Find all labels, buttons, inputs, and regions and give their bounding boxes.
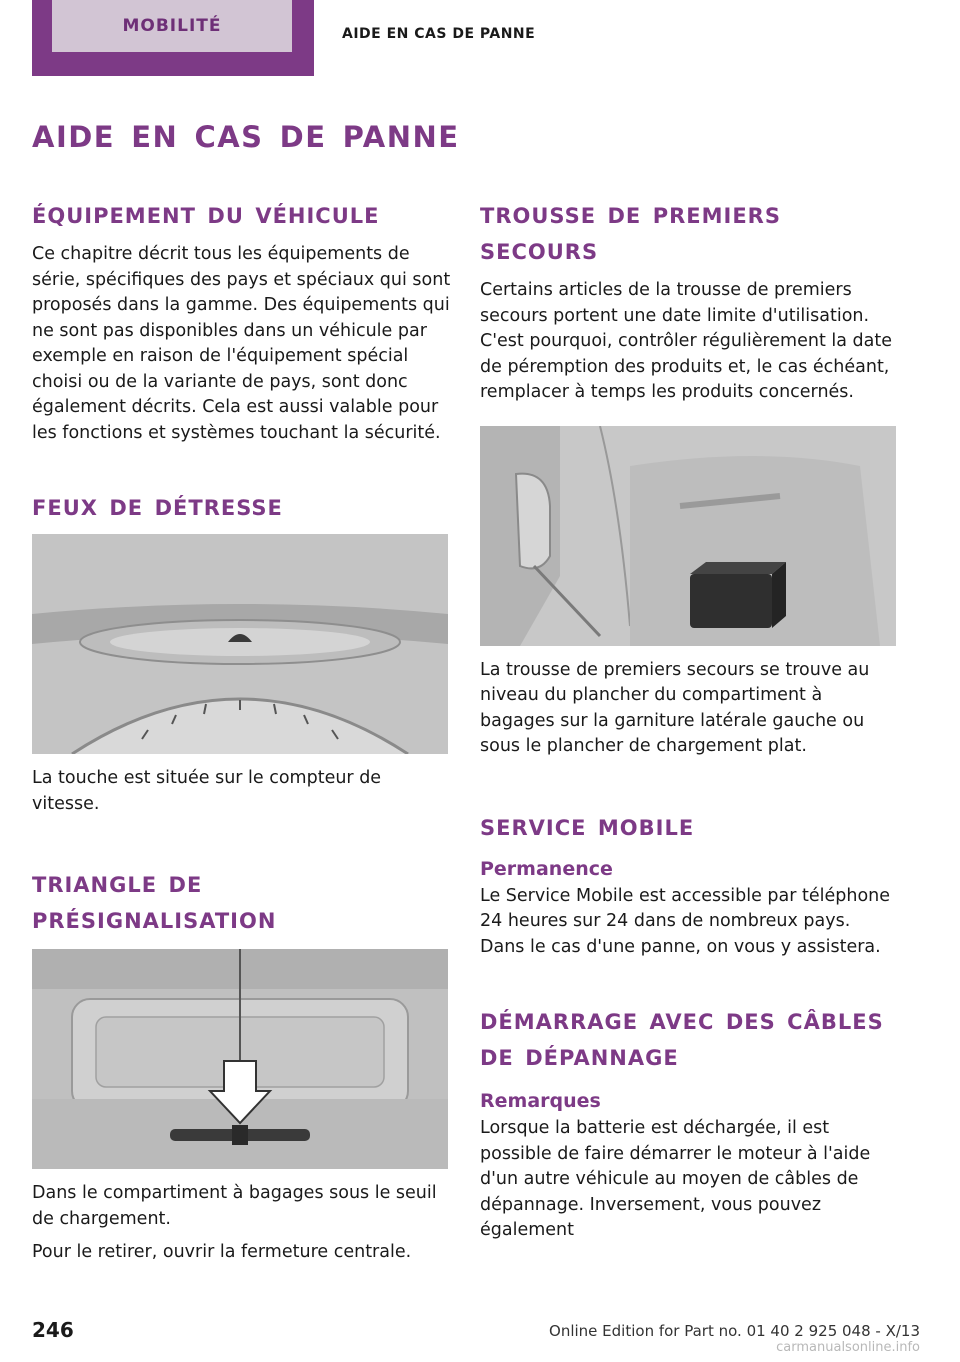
first-aid-kit-caption: La trousse de premiers secours se trouve au niveau du plancher du compartiment à bagages sur la garniture latérale gauche ou sous le plancher de chargement plat. [480,659,870,756]
page-number: 246 [32,1318,74,1342]
edition-footer: Online Edition for Part no. 01 40 2 925 048 - X/13 [549,1322,920,1340]
warning-triangle-caption: Dans le compartiment à bagages sous le seuil de chargement. [32,1183,437,1229]
permanence-subheading: Permanence [480,857,613,880]
mobile-service-heading: service mobile [480,807,695,843]
warning-triangle-heading: triangle de présignalisation [32,865,277,936]
mobile-service-text: Le Service Mobile est accessible par téléphone 24 heures sur 24 dans de nombreux pays. Dans le cas d'une panne, on vous y assistera. [480,885,891,957]
trunk-illustration [32,949,448,1169]
jump-start-text: Lorsque la batterie est déchargée, il est possible de faire démarrer le moteur à l'aide d'un autre véhicule au moyen de câbles de dépannage. Inversement, vous pouvez également [480,1118,871,1240]
luggage-compartment-illustration [480,426,896,646]
hazard-lights-heading: feux de détresse [32,488,283,523]
vehicle-equipment-text: Ce chapitre décrit tous les équipements de série, spécifiques des pays et spéciaux qui sont proposés dans la gamme. Des équipements qui ne sont pas disponibles dans un véhicule par exemple en raison de l'équipement spécial choisi ou de la variante de pays, sont donc également décrits. Cela est aussi valable pour les fonctions et systèmes touchant la sécurité. [32,244,451,443]
watermark: carmanualsonline.info [776,1340,920,1355]
warning-triangle-figure [32,949,448,1169]
left-column [32,196,451,1266]
page-title: aide en cas de panne [32,108,460,157]
vehicle-equipment-heading: équipement du véhicule [32,196,380,231]
hazard-lights-figure [32,534,448,754]
first-aid-kit-heading: trousse de premiers secours [480,196,781,267]
hazard-lights-caption: La touche est située sur le compteur de vitesse. [32,768,382,814]
right-column [480,196,896,1244]
first-aid-kit-figure [480,426,896,646]
speedometer-illustration [32,534,448,754]
breadcrumb: AIDE EN CAS DE PANNE [342,26,536,42]
remarks-subheading: Remarques [480,1090,601,1112]
jump-start-heading: démarrage avec des câbles de dépannage [480,1002,884,1073]
section-tab[interactable]: MOBILITÉ [52,0,292,52]
warning-triangle-caption-2: Pour le retirer, ouvrir la fermeture centrale. [32,1242,412,1262]
first-aid-kit-text: Certains articles de la trousse de premiers secours portent une date limite d'utilisation. C'est pourquoi, contrôler régulièrement la date de péremption des produits et, le cas échéant, remplacer à temps les produits concernés. [480,280,892,402]
